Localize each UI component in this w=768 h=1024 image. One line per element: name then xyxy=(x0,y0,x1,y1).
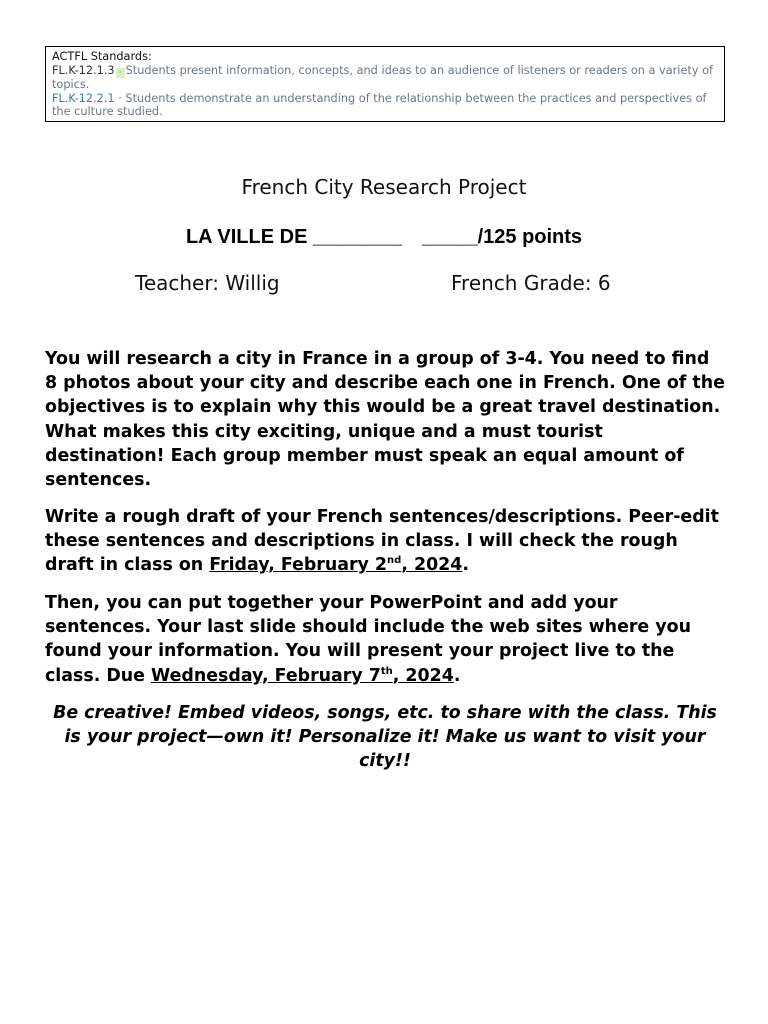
presentation-due-date: Wednesday, February 7th, 2024 xyxy=(151,665,454,686)
rough-draft-paragraph: Write a rough draft of your French sentences/descriptions. Peer-edit these sentences and descriptions in class. I will check the rough draft in class on Friday, February 2nd, 2024. xyxy=(45,507,719,576)
paragraph-text: Write a rough draft of your French sentences/descriptions. Peer-edit these sentences and descriptions in class. I will check the rough draft in class on xyxy=(45,507,719,576)
city-points-line xyxy=(0,226,768,249)
standard-description: Students demonstrate an understanding of the relationship between the practices and perspectives of the culture studied. xyxy=(52,91,707,119)
teacher-label: Teacher: Willig xyxy=(135,271,280,295)
presentation-paragraph: Then, you can put together your PowerPoint and add your sentences. Your last slide should include the web sites where you found your information. You will present your project live to the class. Due Wednesday, February 7th, 2024. xyxy=(45,593,691,686)
standard-code: FL.K-12.1.3 xyxy=(52,63,115,77)
instructions-paragraph: You will research a city in France in a group of 3-4. You need to find 8 photos about your city and describe each one in French. One of the objectives is to explain why this would be a great travel destination. What makes this city exciting, unique and a must tourist destination! Each group member must speak an equal amount of sentences. xyxy=(45,349,725,491)
draft-due-date: Friday, February 2nd, 2024 xyxy=(209,555,463,576)
comment-marker-icon[interactable]: · xyxy=(116,68,125,78)
points-blank: _____/125 points xyxy=(421,226,583,248)
paragraph-text: Then, you can put together your PowerPoint and add your sentences. Your last slide should include the web sites where you found your information. You will present your project live to the class. Due xyxy=(45,593,691,686)
standards-box xyxy=(45,46,725,122)
standard-code-link[interactable]: FL.K-12.2.1 xyxy=(52,91,115,105)
standard-separator: · xyxy=(114,91,126,105)
city-name-blank: LA VILLE DE ________ xyxy=(185,226,402,248)
standards-heading: ACTFL Standards: xyxy=(52,50,152,63)
standard-item xyxy=(52,64,720,92)
standard-description: Students present information, concepts, and ideas to an audience of listeners or readers on a variety of topics. xyxy=(52,63,713,91)
grade-label: French Grade: 6 xyxy=(451,271,611,295)
encouragement-paragraph: Be creative! Embed videos, songs, etc. to share with the class. This is your project—own it! Personalize it! Make us want to visit your city!! xyxy=(53,703,717,772)
document-title: French City Research Project xyxy=(241,175,527,199)
standard-item xyxy=(52,92,720,120)
